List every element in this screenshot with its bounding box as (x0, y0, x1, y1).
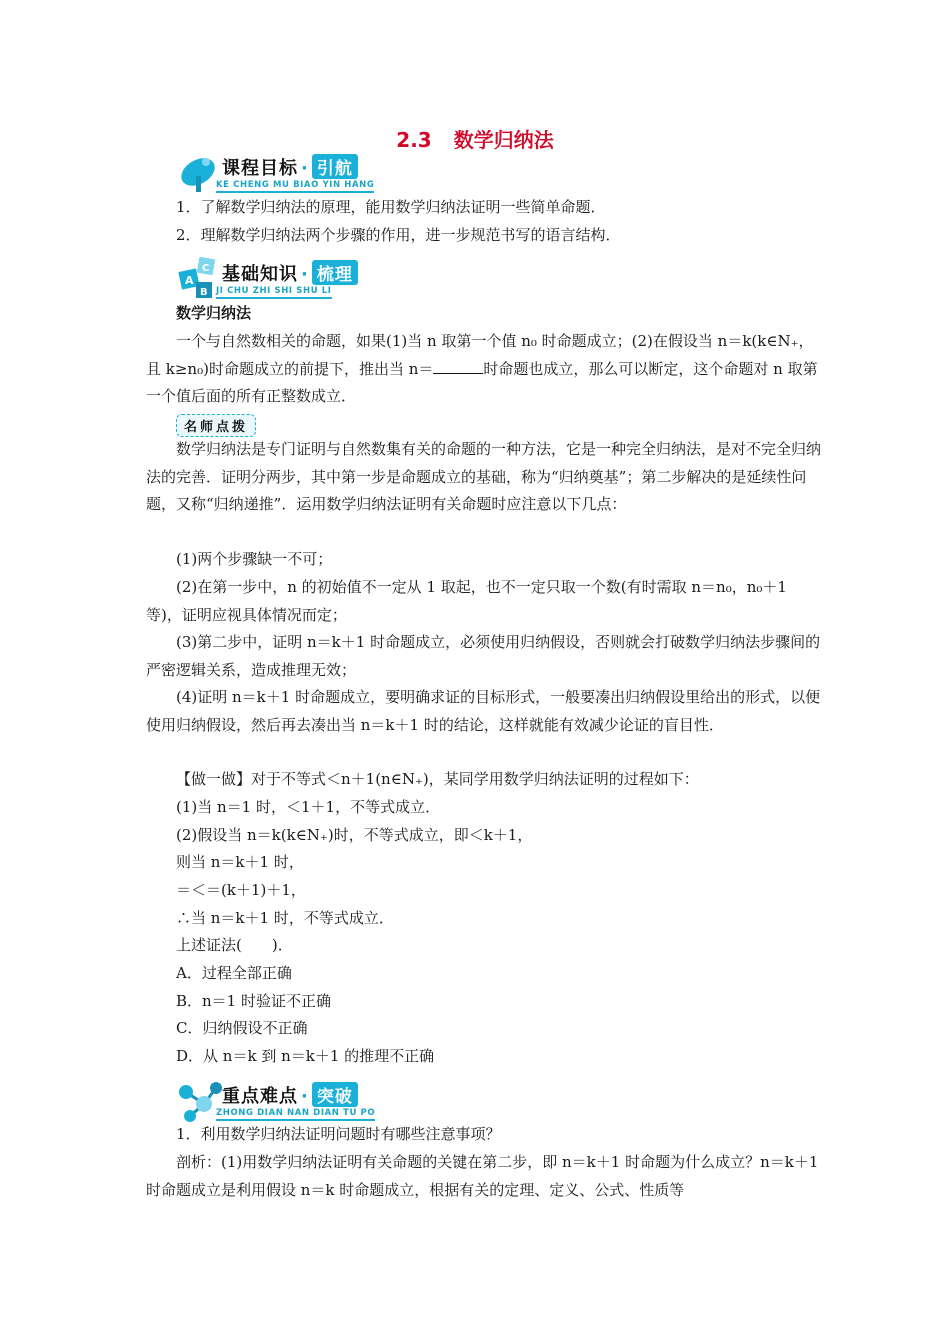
banner-tag: 突破 (312, 1082, 358, 1107)
goal-1: 1．了解数学归纳法的原理，能用数学归纳法证明一些简单命题． (176, 198, 606, 216)
tip-point-2: (2)在第一步中，n 的初始值不一定从 1 取起，也不一定只取一个数(有时需取 n＝n₀，n₀＋1 等)，证明应视具体情况而定； (146, 578, 787, 624)
goal-2: 2．理解数学归纳法两个步骤的作用，进一步规范书写的语言结构． (176, 226, 621, 244)
banner-title: 重点难点 (222, 1086, 298, 1107)
option-d: D．从 n＝k 到 n＝k＋1 的推理不正确 (176, 1047, 435, 1065)
banner-subtitle: ZHONG DIAN NAN DIAN TU PO (216, 1108, 375, 1121)
banner-basic-knowledge: A C B 基础知识 · 梳理 JI CHU ZHI SHI SHU LI (176, 256, 416, 302)
option-a: A．过程全部正确 (176, 964, 292, 982)
exercise-line-5: ∴当 n＝k＋1 时，不等式成立． (176, 909, 394, 927)
tip-point-4: (4)证明 n＝k＋1 时命题成立，要明确求证的目标形式，一般要凑出归纳假设里给出的形式，以便使用归纳假设，然后再去凑出当 n＝k＋1 时的结论，这样就能有效减少论证的盲目性． (146, 688, 821, 734)
key-question-1: 1．利用数学归纳法证明问题时有哪些注意事项？ (176, 1125, 501, 1143)
exercise-line-6: 上述证法( )． (176, 936, 293, 954)
banner-tag: 引航 (312, 154, 358, 179)
section-title: 数学归纳法 (453, 128, 554, 152)
banner-subtitle: KE CHENG MU BIAO YIN HANG (216, 180, 374, 193)
fill-blank (433, 359, 483, 374)
tip-label: 名师点拨 (176, 414, 256, 437)
banner-course-goals: 课程目标 · 引航 KE CHENG MU BIAO YIN HANG (176, 150, 416, 196)
page-title (0, 124, 950, 153)
basic-heading: 数学归纳法 (176, 304, 252, 322)
banner-subtitle: JI CHU ZHI SHI SHU LI (216, 286, 332, 299)
exercise-line-2: (2)假设当 n＝k(k∈N₊)时，不等式成立，即＜k＋1， (176, 826, 533, 844)
svg-text:C: C (202, 263, 210, 274)
banner-tag: 梳理 (312, 260, 358, 285)
option-b: B．n＝1 时验证不正确 (176, 992, 331, 1010)
section-number: 2.3 (396, 128, 432, 152)
exercise-line-1: (1)当 n＝1 时，＜1＋1，不等式成立． (176, 798, 441, 816)
option-c: C．归纳假设不正确 (176, 1019, 308, 1037)
exercise-line-4: ＝＜＝(k＋1)＋1， (176, 881, 306, 899)
tip-point-3: (3)第二步中，证明 n＝k＋1 时命题成立，必须使用归纳假设，否则就会打破数学归纳法步骤间的严密逻辑关系，造成推理无效； (146, 633, 821, 679)
key-analysis-1: 剖析：(1)用数学归纳法证明有关命题的关键在第二步，即 n＝k＋1 时命题为什么成立？n＝k＋1 时命题成立是利用假设 n＝k 时命题成立，根据有关的定理、定义、公式、性质等 (146, 1153, 819, 1199)
exercise-question: 【做一做】对于不等式＜n＋1(n∈N₊)，某同学用数学归纳法证明的过程如下： (176, 770, 699, 788)
basic-paragraph: 一个与自然数相关的命题，如果(1)当 n 取第一个值 n₀ 时命题成立；(2)在假设当 n＝k(k∈N₊，且 k≥n₀)时命题成立的前提下，推出当 n＝ 时命题也成立，那么可以断定，这个命题对 n 取第一个值后面的所有正整数成立． (146, 332, 818, 405)
tip-point-1: (1)两个步骤缺一不可； (176, 550, 333, 568)
tip-intro: 数学归纳法是专门证明与自然数集有关的命题的一种方法，它是一种完全归纳法，是对不完全归纳法的完善．证明分两步，其中第一步是命题成立的基础，称为“归纳奠基”；第二步解决的是延续性问题，又称“归纳递推”．运用数学归纳法证明有关命题时应注意以下几点： (146, 440, 822, 513)
svg-text:B: B (200, 287, 208, 298)
banner-title: 基础知识 (222, 264, 298, 285)
banner-key-points: 重点难点 · 突破 ZHONG DIAN NAN DIAN TU PO (176, 1078, 416, 1124)
banner-title: 课程目标 (222, 158, 298, 179)
svg-text:A: A (185, 274, 194, 287)
exercise-line-3: 则当 n＝k＋1 时， (176, 853, 304, 871)
